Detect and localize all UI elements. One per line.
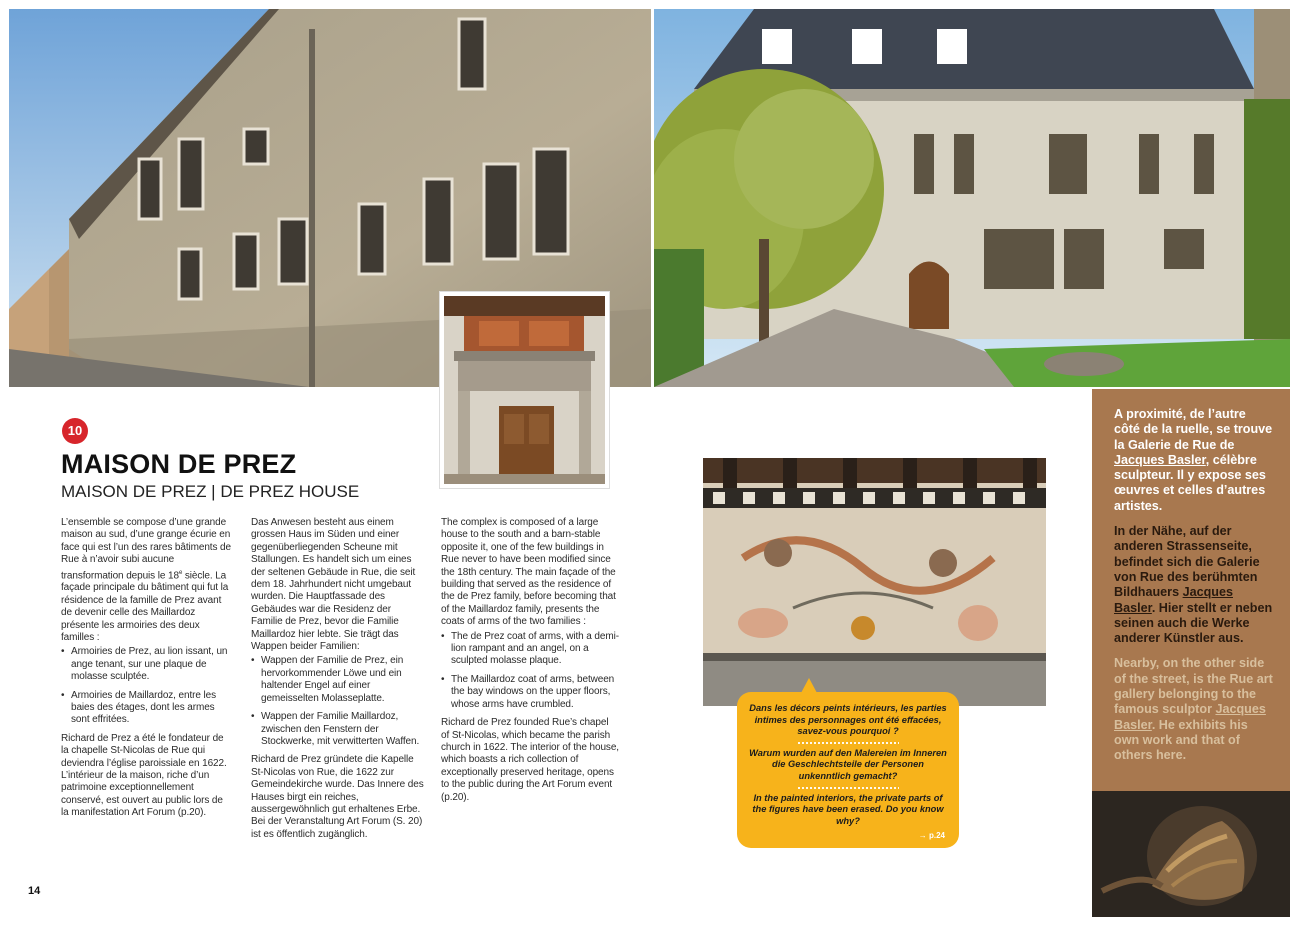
- photo-painted-fresco: [703, 458, 1046, 706]
- quiz-speech-bubble: [737, 692, 959, 848]
- sidebar-text-german: In der Nähe, auf der anderen Strassenseite, befindet sich die Galerie von Rue des berühmten Bildhauers Jacques Basler. Hier stellt er neben seinen auch die Werke anderer Künstler aus.: [1114, 524, 1273, 646]
- jacques-basler-link[interactable]: Jacques Basler: [1114, 702, 1266, 732]
- french-bullet-list: [61, 646, 233, 726]
- french-intro: L’ensemble se compose d’une grande maison au sud, d’une grange écurie en face qui est l’un des rares bâtiments de Rue à n’avoir subi aucune transformation depuis le 18e siècle. La façade principale du bâtiment qui fut la résidence de la famille de Prez avant de devenir celle des Maillardoz présente les armoiries des deux familles :: [61, 517, 231, 643]
- list-item: • The Maillardoz coat of arms, between the bay windows on the upper floors, whose arms have crumbled.: [441, 674, 619, 711]
- list-item: • The de Prez coat of arms, with a demi-lion rampant and an angel, on a sculpted molasse plaque.: [441, 631, 619, 668]
- bubble-question-german: Warum wurden auf den Malereien im Inneren die Geschlechtsteile der Personen unkenntlich gemacht?: [749, 747, 947, 781]
- english-bullet-list: [441, 631, 619, 711]
- photo-fireplace-interior: [440, 292, 609, 488]
- text-column-french: [61, 517, 233, 822]
- sidebar-text-french: A proximité, de l’autre côté de la ruelle, se trouve la Galerie de Rue de Jacques Basler, célèbre sculpteur. Il y expose ses œuvres et celles d’autres artistes.: [1114, 407, 1273, 513]
- dotted-divider: [797, 741, 899, 745]
- bubble-question-english: In the painted interiors, the private parts of the figures have been erased. Do you know why?: [752, 792, 944, 826]
- bubble-question-french: Dans les décors peints intérieurs, les parties intimes des personnages ont été effacées, savez-vous pourquoi ?: [749, 703, 947, 737]
- text-column-english: [441, 517, 619, 806]
- bubble-tail: [801, 678, 817, 693]
- jacques-basler-link[interactable]: Jacques Basler: [1114, 452, 1206, 467]
- page-number: 14: [28, 885, 41, 897]
- list-item: • Wappen der Familie Maillardoz, zwischen den Fenstern der Stockwerke, mit verwitterten Waffen.: [251, 711, 424, 748]
- page-reference-link[interactable]: → p.24: [918, 831, 945, 841]
- brochure-page: [9, 9, 1290, 917]
- german-intro: Das Anwesen besteht aus einem grossen Haus im Süden und einer gegenüberliegenden Scheune mit Stallungen. Es handelt sich um eines der seltenen Gebäude in Rue, die seit dem 18. Jahrhundert nicht umgebaut wurden. Die Hauptfassade des Gebäudes war die Residenz der Familie de Prez, bevor die Familie Maillardoz hier lebte. Sie trägt das Wappen beider Familien:: [251, 517, 416, 653]
- german-outro: Richard de Prez gründete die Kapelle St-Nicolas von Rue, die 1622 zur Gemeindekirche wurde. Das Innere des Hauses birgt ein reiches, aussergewöhnlich gut erhaltenes Erbe. Bei der Veranstaltung Art Forum (S. 20) ist es öffentlich zugänglich.: [251, 754, 424, 840]
- text-column-german: [251, 517, 424, 843]
- sidebar-text-english: Nearby, on the other side of the street, is the Rue art gallery belonging to the famous sculptor Jacques Basler. He exhibits his own work and that of others here.: [1114, 656, 1273, 763]
- page-subtitle: MAISON DE PREZ | DE PREZ HOUSE: [61, 482, 360, 501]
- dotted-divider: [797, 786, 899, 790]
- english-intro: The complex is composed of a large house to the south and a barn-stable opposite it, one of the few buildings in Rue never to have been modified since the 18th century. The main façade of the building that served as the residence of the de Prez family, before becoming that of the Maillardoz family, presents the coats of arms of the two families :: [441, 517, 616, 628]
- jacques-basler-link[interactable]: Jacques Basler: [1114, 585, 1233, 615]
- site-number-badge: 10: [62, 418, 88, 444]
- french-outro: Richard de Prez a été le fondateur de la chapelle St-Nicolas de Rue qui deviendra l’église paroissiale en 1622. L’intérieur de la maison, riche d’un patrimoine exceptionnellement conservé, est ouvert au public lors de la manifestation Art Forum (p.20).: [61, 732, 227, 819]
- gallery-sidebar: [1092, 389, 1290, 791]
- german-bullet-list: [251, 655, 424, 748]
- list-item: • Armoiries de Maillardoz, entre les baies des étages, dont les armes sont effritées.: [61, 690, 233, 727]
- photo-maison-de-prez-garden: [654, 9, 1290, 387]
- list-item: • Wappen der Familie de Prez, ein hervorkommender Löwe und ein haltender Engel auf einer gemeisselten Molasseplatte.: [251, 655, 424, 705]
- list-item: • Armoiries de Prez, au lion issant, un ange tenant, sur une plaque de molasse sculptée.: [61, 646, 233, 683]
- english-outro: Richard de Prez founded Rue’s chapel of St-Nicolas, which became the parish church in 1622. The interior of the house, which boasts a rich collection of exceptionally preserved heritage, opens to the public during the Art Forum event (p.20).: [441, 717, 619, 803]
- page-title: MAISON DE PREZ: [61, 449, 297, 479]
- photo-basler-sculpture: [1092, 791, 1290, 917]
